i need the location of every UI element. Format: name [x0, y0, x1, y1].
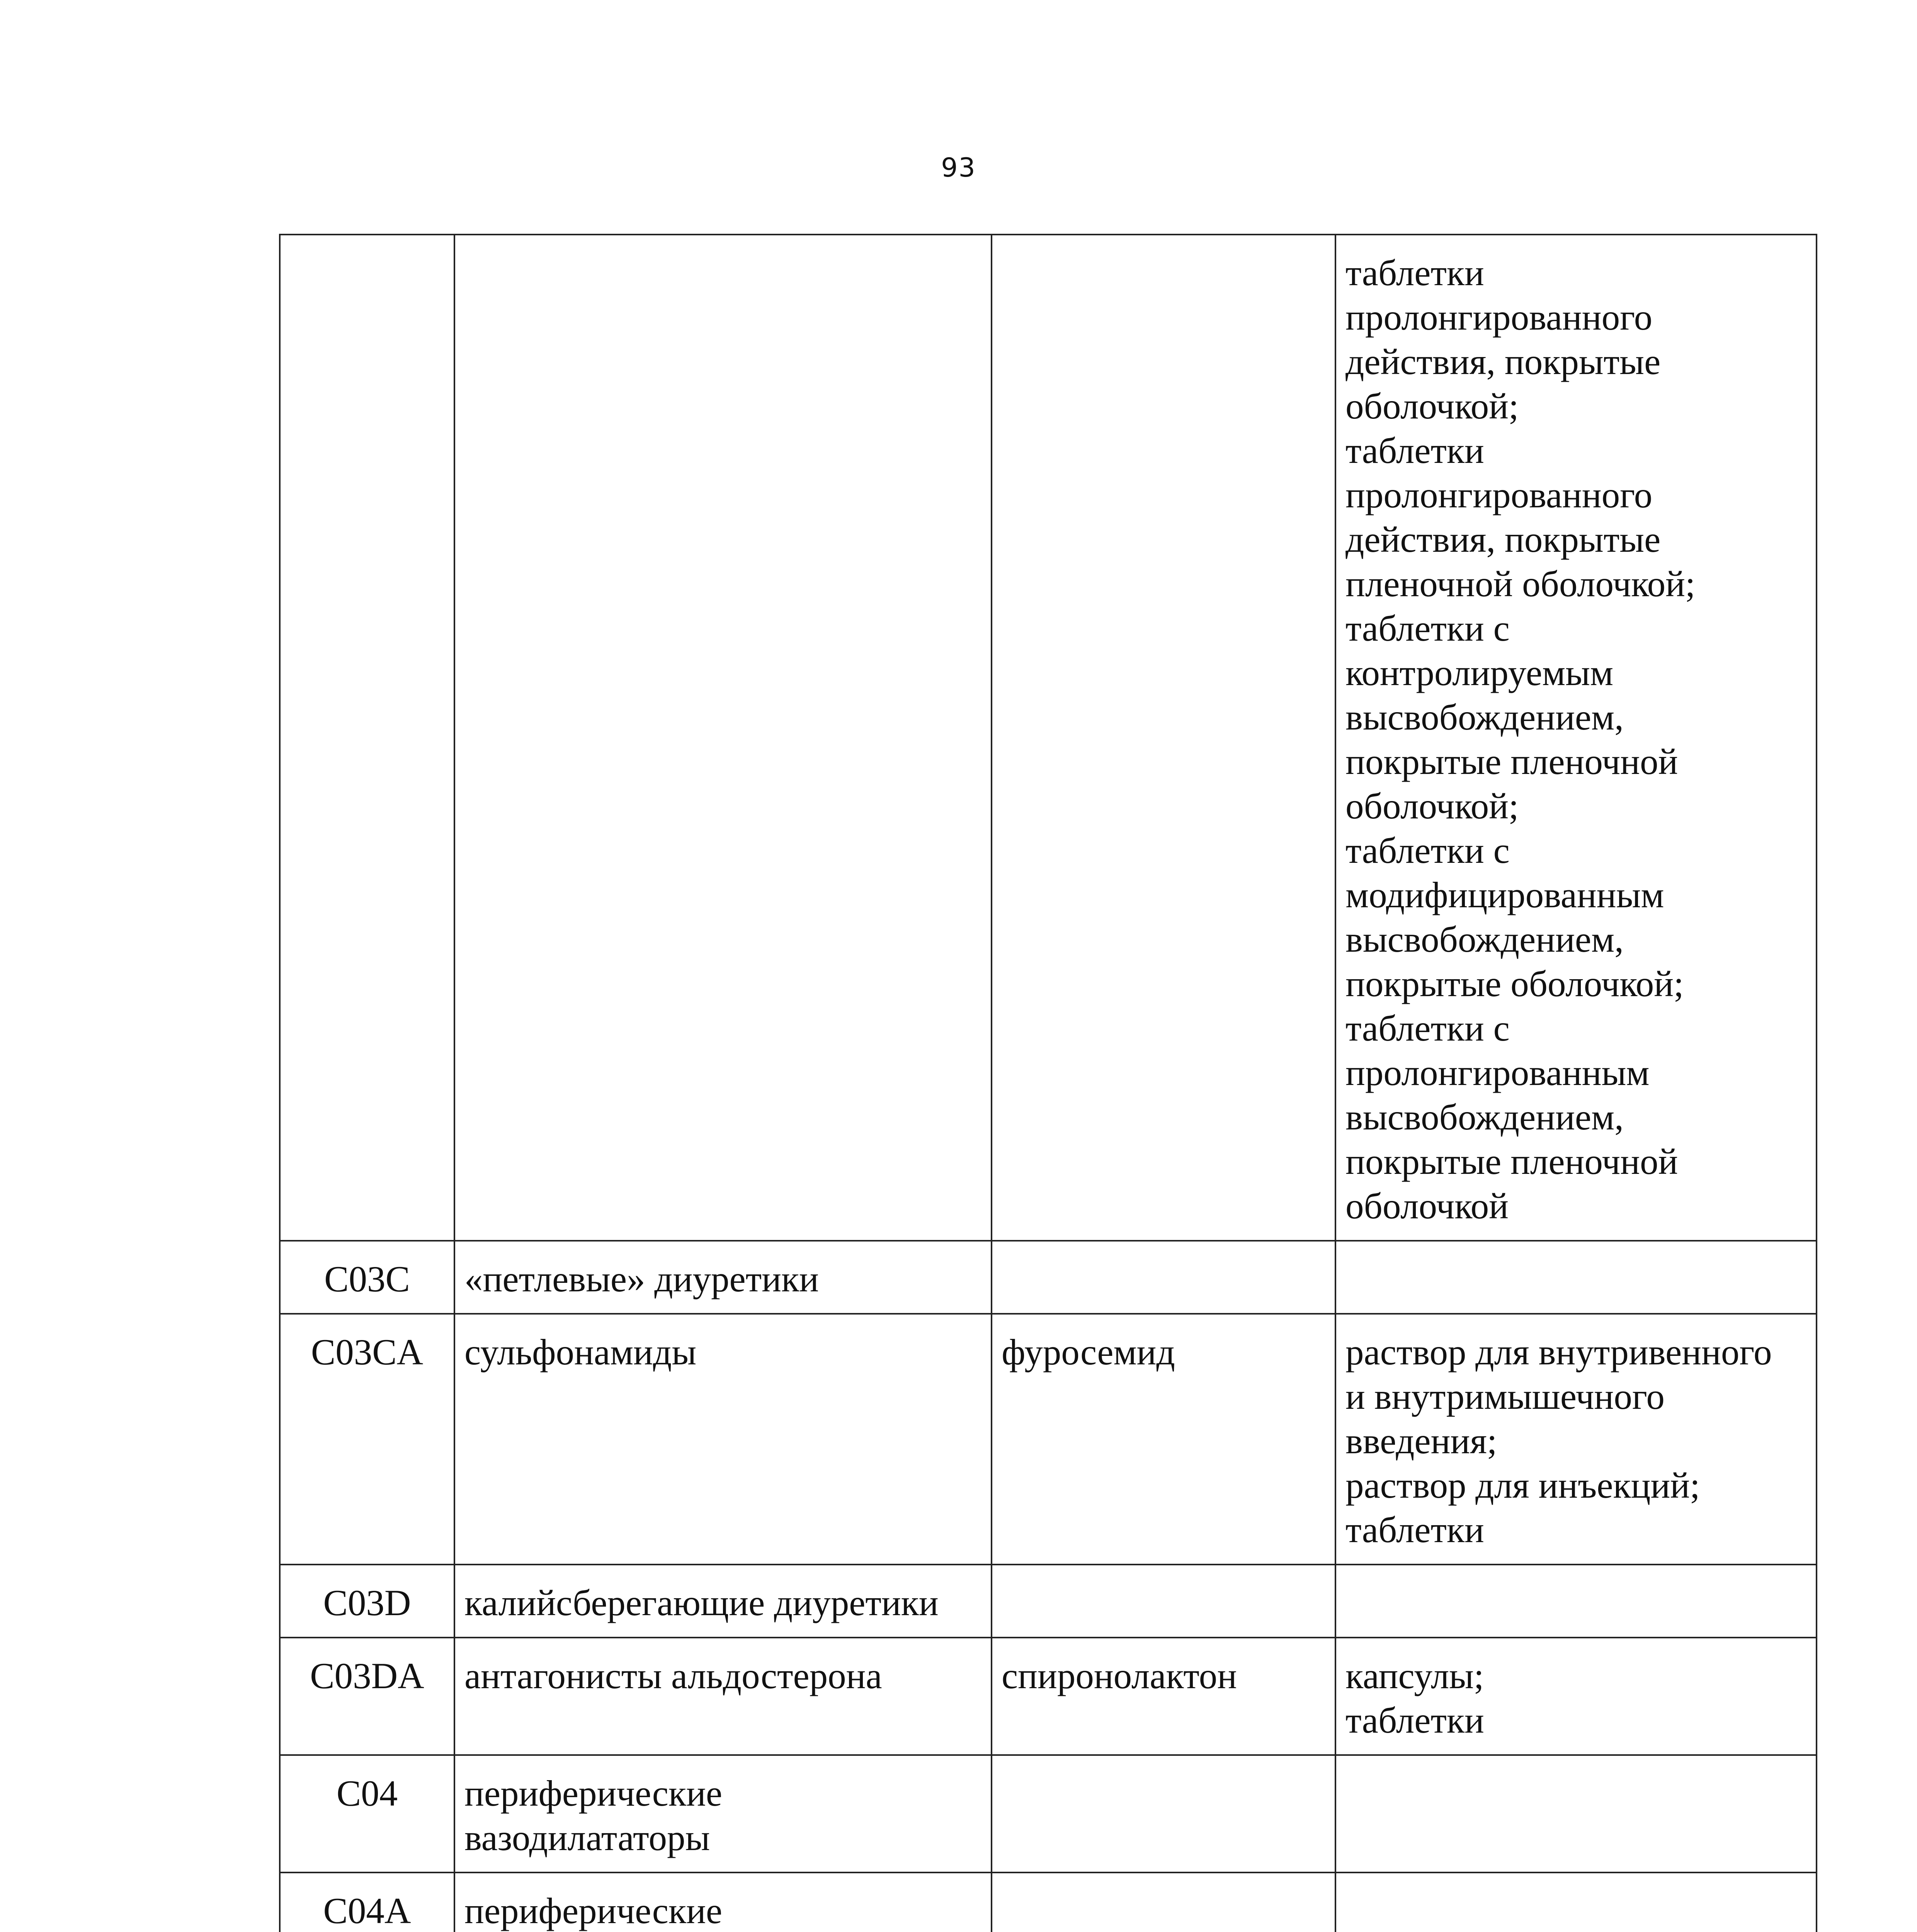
dosage-forms-cell [1335, 1872, 1817, 1932]
table-row [280, 1241, 1817, 1314]
dosage-forms-cell [1335, 1755, 1817, 1872]
dosage-form-line: таблетки с [1345, 608, 1510, 649]
group-cell [454, 1755, 992, 1872]
dosage-form-line: пролонгированного [1345, 474, 1653, 515]
group-cell [454, 1638, 992, 1755]
atc-code-cell: C03D [280, 1565, 454, 1638]
table-row [280, 1755, 1817, 1872]
drug-cell [992, 235, 1335, 1241]
dosage-form-line: пролонгированным [1345, 1052, 1650, 1093]
dosage-forms-cell [1335, 1565, 1817, 1638]
atc-code-cell: C04 [280, 1755, 454, 1872]
dosage-form-line: и внутримышечного [1345, 1376, 1665, 1417]
group-name-line: сульфонамиды [464, 1332, 697, 1372]
dosage-form-line: покрытые оболочкой; [1345, 963, 1684, 1004]
dosage-form-line: раствор для инъекций; [1345, 1465, 1700, 1506]
drug-cell [992, 1565, 1335, 1638]
dosage-form-line: оболочкой; [1345, 386, 1519, 427]
dosage-form-line: введения; [1345, 1420, 1497, 1461]
dosage-form-line: таблетки [1345, 430, 1484, 471]
dosage-form-line: высвобождением, [1345, 1097, 1624, 1138]
group-cell [454, 235, 992, 1241]
table-row [280, 1638, 1817, 1755]
dosage-form-line: высвобождением, [1345, 919, 1624, 960]
dosage-form-line: таблетки [1345, 1700, 1484, 1741]
drug-cell [992, 1872, 1335, 1932]
atc-code-cell: C04A [280, 1872, 454, 1932]
dosage-form-line: действия, покрытые [1345, 519, 1661, 560]
dosage-forms-cell [1335, 1241, 1817, 1314]
table-row [280, 1314, 1817, 1565]
group-cell [454, 1872, 992, 1932]
dosage-form-line: оболочкой [1345, 1185, 1509, 1226]
atc-code-cell: C03DA [280, 1638, 454, 1755]
group-name-line: периферические [464, 1890, 723, 1931]
dosage-form-line: покрытые пленочной [1345, 741, 1678, 782]
dosage-form-line: действия, покрытые [1345, 341, 1661, 382]
dosage-form-line: высвобождением, [1345, 697, 1624, 738]
atc-code-cell [280, 235, 454, 1241]
dosage-form-line: таблетки [1345, 1509, 1484, 1550]
medication-table-body [280, 235, 1817, 1932]
table-row [280, 235, 1817, 1241]
dosage-form-line: оболочкой; [1345, 786, 1519, 827]
group-name-line: периферические [464, 1773, 723, 1814]
group-cell [454, 1241, 992, 1314]
dosage-form-line: покрытые пленочной [1345, 1141, 1678, 1182]
dosage-forms-cell [1335, 235, 1817, 1241]
drug-cell: фуросемид [992, 1314, 1335, 1565]
atc-code-cell: C03CA [280, 1314, 454, 1565]
dosage-form-line: капсулы; [1345, 1655, 1484, 1696]
group-name-line: калийсберегающие диуретики [464, 1582, 939, 1623]
page-number: 93 [941, 153, 976, 183]
dosage-form-line: контролируемым [1345, 652, 1614, 693]
drug-cell [992, 1755, 1335, 1872]
table-row [280, 1565, 1817, 1638]
dosage-forms-cell [1335, 1314, 1817, 1565]
dosage-forms-cell [1335, 1638, 1817, 1755]
group-cell [454, 1565, 992, 1638]
drug-cell: спиронолактон [992, 1638, 1335, 1755]
dosage-form-line: модифицированным [1345, 874, 1664, 915]
group-name-line: антагонисты альдостерона [464, 1655, 882, 1696]
dosage-form-line: таблетки с [1345, 830, 1510, 871]
medication-table [279, 234, 1817, 1932]
dosage-form-line: пролонгированного [1345, 297, 1653, 338]
dosage-form-line: пленочной оболочкой; [1345, 563, 1696, 604]
group-cell [454, 1314, 992, 1565]
dosage-form-line: таблетки с [1345, 1008, 1510, 1049]
atc-code-cell: C03C [280, 1241, 454, 1314]
table-row [280, 1872, 1817, 1932]
group-name-line: вазодилататоры [464, 1817, 710, 1858]
dosage-form-line: таблетки [1345, 252, 1484, 293]
dosage-form-line: раствор для внутривенного [1345, 1332, 1772, 1372]
drug-cell [992, 1241, 1335, 1314]
group-name-line: «петлевые» диуретики [464, 1259, 819, 1299]
